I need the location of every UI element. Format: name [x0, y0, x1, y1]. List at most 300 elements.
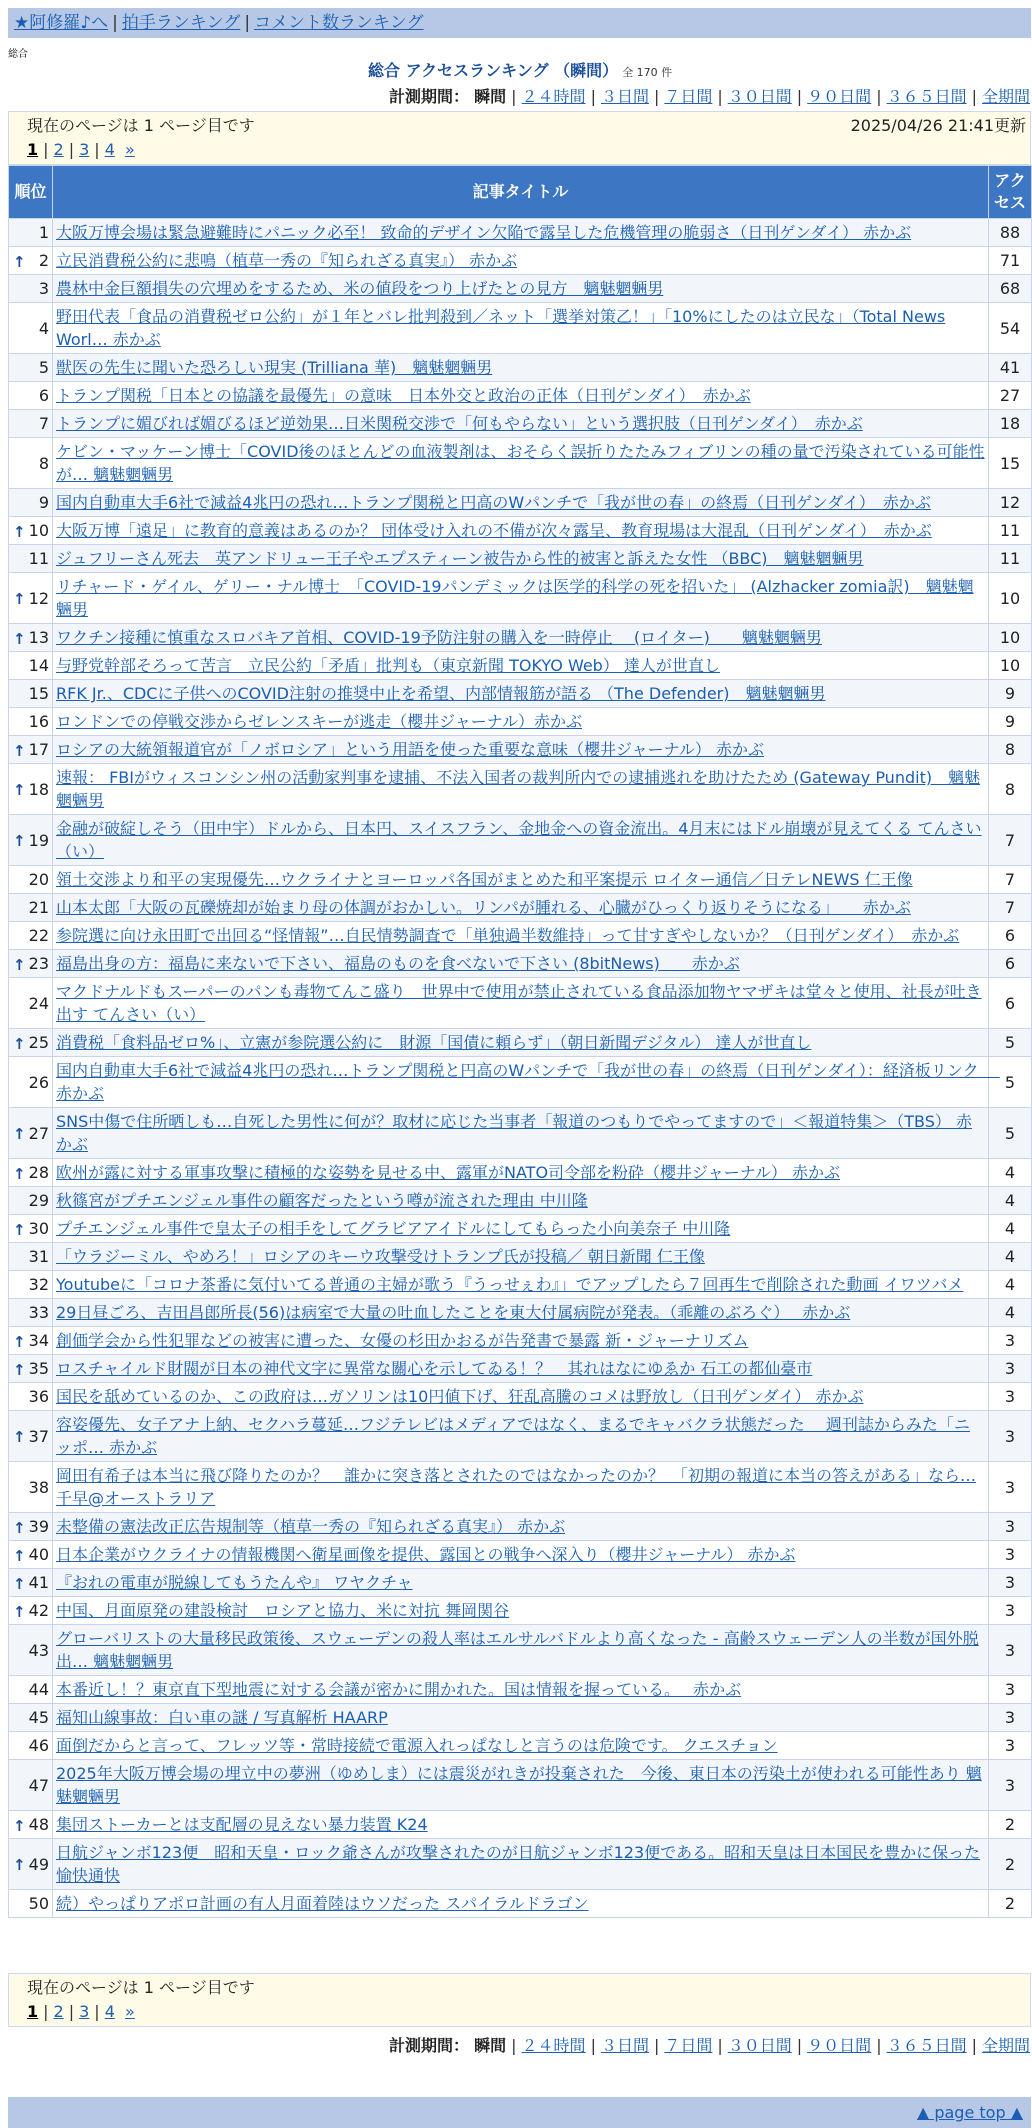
period-365d[interactable]: ３６５日間: [886, 87, 967, 106]
table-row: [9, 708, 1032, 736]
table-row: [9, 1299, 1032, 1327]
home-link[interactable]: ★阿修羅♪へ: [14, 13, 109, 33]
access-count: 3: [989, 1462, 1032, 1513]
article-title-link[interactable]: 29日昼ごろ、吉田昌郎所長(56)は病室で大量の吐血したことを東大付属病院が発表。（乖離のぶろぐ） 赤かぶ: [56, 1303, 851, 1322]
period-24h[interactable]: ２４時間: [521, 87, 586, 106]
rank-number: 35: [28, 1359, 49, 1378]
access-count: 3: [989, 1411, 1032, 1462]
period-90d[interactable]: ９０日間: [807, 87, 872, 106]
page-top-link[interactable]: ▲ page top ▲: [916, 2103, 1023, 2122]
title-cell: [53, 1732, 989, 1760]
title-cell: [53, 1243, 989, 1271]
title-cell: [53, 1541, 989, 1569]
period-30d[interactable]: ３０日間: [727, 87, 792, 106]
rank-cell: [9, 1625, 53, 1676]
ranking-rows: [9, 219, 1032, 1918]
rank-number: 10: [28, 521, 49, 540]
period-7d[interactable]: ７日間: [664, 2036, 713, 2055]
footer-bar: [8, 2097, 1031, 2128]
access-count: 4: [989, 1159, 1032, 1187]
rank-cell: [9, 815, 53, 866]
table-row: [9, 303, 1032, 354]
article-title-link[interactable]: ケビン・マッケーン博士「COVID後のほとんどの血液製剤は、おそらく誤折りたたみフィブリンの種の量で汚染されている可能性が… 魑魅魍魎男: [56, 442, 985, 484]
rank-cell: [9, 1327, 53, 1355]
rank-cell: [9, 1704, 53, 1732]
rank-number: 39: [28, 1517, 49, 1536]
article-title-link[interactable]: 参院選に向け永田町で出回る“怪情報”…自民情勢調査で「単独過半数維持」って甘すぎやしないか？（日刊ゲンダイ） 赤かぶ: [56, 926, 960, 945]
period-30d[interactable]: ３０日間: [727, 2036, 792, 2055]
page-next-link[interactable]: »: [125, 140, 135, 159]
article-title-link[interactable]: ジュフリーさん死去 英アンドリュー王子やエプスティーン被告から性的被害と訴えた女性 （BBC) 魑魅魍魎男: [56, 549, 864, 568]
rank-number: 29: [28, 1191, 49, 1210]
rank-number: 34: [28, 1331, 49, 1350]
rank-cell: [9, 736, 53, 764]
table-row: [9, 1159, 1032, 1187]
rank-number: 38: [28, 1477, 49, 1497]
rank-cell: [9, 1187, 53, 1215]
article-title-link[interactable]: 未整備の憲法改正広告規制等（植草一秀の『知られざる真実』） 赤かぶ: [56, 1517, 566, 1536]
rank-cell: [9, 354, 53, 382]
article-title-link[interactable]: 農林中金巨額損失の穴埋めをするため、米の値段をつり上げたとの見方 魑魅魍魎男: [56, 279, 664, 298]
page-link[interactable]: 3: [79, 140, 90, 159]
access-count: 6: [989, 922, 1032, 950]
table-row: [9, 1187, 1032, 1215]
rank-up-arrow-icon: ↑: [13, 1518, 26, 1537]
rank-number: 3: [38, 279, 49, 298]
table-row: [9, 950, 1032, 978]
ranking-heading: [368, 60, 1024, 84]
access-count: 71: [989, 247, 1032, 275]
category-label: 総合: [8, 49, 28, 60]
access-count: 15: [989, 438, 1032, 489]
article-title-link[interactable]: 領土交渉より和平の実現優先…ウクライナとヨーロッパ各国がまとめた和平案提示 ロイター通信／日テレNEWS 仁王像: [56, 870, 913, 889]
article-title-link[interactable]: 国内自動車大手6社で減益4兆円の恐れ…トランプ関税と円高のWパンチで「我が世の春」の終焉（日刊ゲンダイ）：経済板リンク 赤かぶ: [56, 1061, 1000, 1103]
title-cell: [53, 1839, 989, 1890]
access-count: 7: [989, 815, 1032, 866]
access-count: 3: [989, 1541, 1032, 1569]
access-column-header: アクセス: [989, 166, 1032, 219]
table-row: [9, 489, 1032, 517]
article-title-link[interactable]: ワクチン接種に慎重なスロバキア首相、COVID-19予防注射の購入を一時停止 (ロイター) 魑魅魍魎男: [56, 628, 822, 647]
access-count: 10: [989, 573, 1032, 624]
rank-up-arrow-icon: ↑: [13, 781, 26, 799]
table-row: [9, 1411, 1032, 1462]
rank-cell: [9, 708, 53, 736]
rank-up-arrow-icon: ↑: [13, 741, 26, 760]
access-count: 54: [989, 303, 1032, 354]
article-title-link[interactable]: 速報： FBIがウィスコンシン州の活動家判事を逮捕、不法入国者の裁判所内での逮捕逃れを助けたため (Gateway Pundit) 魑魅魍魎男: [56, 768, 981, 810]
period-365d[interactable]: ３６５日間: [886, 2036, 967, 2055]
rank-cell: [9, 1890, 53, 1918]
title-cell: [53, 573, 989, 624]
table-row: [9, 1597, 1032, 1625]
title-cell: [53, 1108, 989, 1159]
rank-number: 19: [28, 830, 49, 850]
rank-cell: [9, 382, 53, 410]
table-row: [9, 1215, 1032, 1243]
access-count: 11: [989, 517, 1032, 545]
nav-separator: |: [112, 13, 118, 33]
title-cell: [53, 303, 989, 354]
access-count: 7: [989, 894, 1032, 922]
page-numbers: 1 | 2 | 3 | 4 »: [27, 2002, 135, 2021]
article-title-link[interactable]: トランプに媚びれば媚びるほど逆効果…日米関税交渉で「何もやらない」という選択肢（日刊ゲンダイ） 赤かぶ: [56, 414, 863, 433]
access-count: 6: [989, 978, 1032, 1029]
article-title-link[interactable]: 岡田有希子は本当に飛び降りたのか？ 誰かに突き落とされたのではなかったのか？ 「初期の報道に本当の答えがある」なら… 千早@オーストラリア: [56, 1466, 977, 1508]
access-count: 10: [989, 652, 1032, 680]
rank-cell: [9, 1355, 53, 1383]
rank-cell: [9, 247, 53, 275]
article-title-link[interactable]: ロンドンでの停戦交渉からゼレンスキーが逃走（櫻井ジャーナル）赤かぶ: [56, 712, 583, 731]
article-title-link[interactable]: 山本太郎「大阪の瓦礫焼却が始まり母の体調がおかしい。リンパが腫れる、心臓がひっくり返りそうになる」 赤かぶ: [56, 898, 911, 917]
article-title-link[interactable]: 日本企業がウクライナの情報機関へ衛星画像を提供、露国との戦争へ深入り（櫻井ジャーナル） 赤かぶ: [56, 1545, 796, 1564]
article-title-link[interactable]: 2025年大阪万博会場の埋立中の夢洲（ゆめしま）には震災がれきが投棄された 今後、東日本の汚染土が使われる可能性あり 魑魅魍魎男: [56, 1764, 982, 1806]
title-cell: [53, 489, 989, 517]
access-count: 3: [989, 1383, 1032, 1411]
rank-number: 16: [28, 712, 49, 731]
article-title-link[interactable]: Youtubeに「コロナ茶番に気付いてる普通の主婦が歌う『うっせぇわ』」でアップしたら７回再生で削除された動画 イワツバメ: [56, 1275, 964, 1294]
article-title-link[interactable]: 獣医の先生に聞いた恐ろしい現実 (Trilliana 華) 魑魅魍魎男: [56, 358, 493, 377]
table-row: [9, 1811, 1032, 1839]
table-row: [9, 1704, 1032, 1732]
updated-time: 2025/04/26 21:41更新: [850, 116, 1026, 135]
title-cell: [53, 1271, 989, 1299]
rank-number: 17: [28, 740, 49, 759]
rank-number: 42: [28, 1601, 49, 1620]
title-cell: [53, 1704, 989, 1732]
period-3d[interactable]: ３日間: [600, 2036, 649, 2055]
rank-up-arrow-icon: ↑: [13, 1332, 26, 1351]
rank-cell: [9, 1215, 53, 1243]
period-90d[interactable]: ９０日間: [807, 2036, 872, 2055]
article-title-link[interactable]: 本番近し！？東京直下型地震に対する会議が密かに開かれた。国は情報を握っている。 赤かぶ: [56, 1680, 742, 1699]
article-title-link[interactable]: グローバリストの大量移民政策後、スウェーデンの殺人率はエルサルバドルより高くなった - 高齢スウェーデン人の半数が国外脱出… 魑魅魍魎男: [56, 1629, 979, 1671]
rank-cell: [9, 410, 53, 438]
current-page-text: 現在のページは 1 ページ目です: [27, 1978, 255, 1997]
table-row: [9, 894, 1032, 922]
rank-cell: [9, 573, 53, 624]
table-row: [9, 573, 1032, 624]
period-current: 瞬間: [474, 2036, 507, 2055]
access-count: 3: [989, 1355, 1032, 1383]
rank-cell: [9, 1462, 53, 1513]
rank-number: 26: [28, 1072, 49, 1092]
rank-number: 11: [28, 549, 49, 568]
table-row: [9, 247, 1032, 275]
title-cell: [53, 247, 989, 275]
article-title-link[interactable]: SNS中傷で住所晒しも…自死した男性に何が？取材に応じた当事者「報道のつもりでやってますので」＜報道特集＞（TBS） 赤かぶ: [56, 1112, 972, 1154]
rank-up-arrow-icon: ↑: [13, 590, 26, 608]
page-link[interactable]: 4: [104, 2002, 115, 2021]
access-count: 4: [989, 1187, 1032, 1215]
table-row: [9, 517, 1032, 545]
rank-up-arrow-icon: ↑: [13, 1546, 26, 1565]
rank-number: 32: [28, 1275, 49, 1294]
access-count: 3: [989, 1597, 1032, 1625]
rank-cell: [9, 517, 53, 545]
title-cell: [53, 1811, 989, 1839]
period-selector-top: 計測期間： 瞬間 | ２４時間 | ３日間 | ７日間 | ３０日間 | ９０日間 | ３６５日間 | 全期間: [389, 87, 1030, 106]
rank-cell: [9, 438, 53, 489]
period-all[interactable]: 全期間: [981, 87, 1030, 106]
table-row: [9, 1271, 1032, 1299]
table-row: [9, 438, 1032, 489]
rank-number: 48: [28, 1815, 49, 1834]
article-title-link[interactable]: ロシアの大統領報道官が「ノボロシア」という用語を使った重要な意味（櫻井ジャーナル） 赤かぶ: [56, 740, 764, 759]
page-current: 1: [27, 2002, 39, 2021]
article-title-link[interactable]: 欧州が露に対する軍事攻撃に積極的な姿勢を見せる中、露軍がNATO司令部を粉砕（櫻井ジャーナル） 赤かぶ: [56, 1163, 841, 1182]
rank-number: 15: [28, 684, 49, 703]
table-row: [9, 1383, 1032, 1411]
article-title-link[interactable]: 大阪万博会場は緊急避難時にパニック必至！ 致命的デザイン欠陥で露呈した危機管理の脆弱さ（日刊ゲンダイ） 赤かぶ: [56, 223, 912, 242]
rank-cell: [9, 978, 53, 1029]
rank-number: 8: [38, 453, 49, 473]
rank-number: 36: [28, 1387, 49, 1406]
rank-number: 49: [28, 1854, 49, 1874]
page-link[interactable]: 2: [53, 2002, 64, 2021]
table-row: [9, 1625, 1032, 1676]
title-cell: [53, 275, 989, 303]
title-cell: [53, 978, 989, 1029]
rank-number: 14: [28, 656, 49, 675]
access-count: 5: [989, 1057, 1032, 1108]
table-row: [9, 978, 1032, 1029]
rank-number: 23: [28, 954, 49, 973]
period-24h[interactable]: ２４時間: [521, 2036, 586, 2055]
table-row: [9, 1108, 1032, 1159]
rank-up-arrow-icon: ↑: [13, 522, 26, 541]
table-row: [9, 624, 1032, 652]
rank-up-arrow-icon: ↑: [13, 1574, 26, 1593]
title-cell: [53, 1355, 989, 1383]
article-title-link[interactable]: ロスチャイルド財閥が日本の神代文字に異常な關心を示してゐる！？ 其れはなにゆゑか 石工の都仙臺市: [56, 1359, 813, 1378]
rank-cell: [9, 922, 53, 950]
article-title-link[interactable]: 中国、月面原発の建設検討 ロシアと協力、米に対抗 舞岡関谷: [56, 1601, 510, 1620]
article-title-link[interactable]: 福島出身の方：福島に来ないで下さい、福島のものを食べないで下さい (8bitNews) 赤かぶ: [56, 954, 740, 973]
access-count: 11: [989, 545, 1032, 573]
title-cell: [53, 1411, 989, 1462]
rank-cell: [9, 894, 53, 922]
access-count: 9: [989, 680, 1032, 708]
access-count: 3: [989, 1676, 1032, 1704]
access-count: 3: [989, 1569, 1032, 1597]
title-cell: [53, 1383, 989, 1411]
rank-cell: [9, 1159, 53, 1187]
article-title-link[interactable]: 国民を舐めているのか、この政府は…ガソリンは10円値下げ、狂乱高騰のコメは野放し（日刊ゲンダイ） 赤かぶ: [56, 1387, 864, 1406]
rank-number: 24: [28, 993, 49, 1013]
table-row: [9, 219, 1032, 247]
table-row: [9, 1541, 1032, 1569]
rank-cell: [9, 1299, 53, 1327]
article-title-link[interactable]: 消費税「食料品ゼロ%」、立憲が参院選公約に 財源「国債に頼らず」（朝日新聞デジタル） 達人が世直し: [56, 1033, 812, 1052]
rank-number: 50: [28, 1894, 49, 1913]
access-count: 2: [989, 1839, 1032, 1890]
rank-number: 47: [28, 1775, 49, 1795]
article-title-link[interactable]: 与野党幹部そろって苦言 立民公約「矛盾」批判も（東京新聞 TOKYO Web） 達人が世直し: [56, 656, 720, 675]
page-link[interactable]: 4: [104, 140, 115, 159]
rank-up-arrow-icon: ↑: [13, 955, 26, 974]
rank-cell: [9, 1411, 53, 1462]
rank-up-arrow-icon: ↑: [13, 1602, 26, 1621]
rank-cell: [9, 1676, 53, 1704]
table-row: [9, 1243, 1032, 1271]
rank-up-arrow-icon: ↑: [13, 252, 26, 271]
table-row: [9, 354, 1032, 382]
page-link[interactable]: 2: [53, 140, 64, 159]
title-cell: [53, 1327, 989, 1355]
rank-cell: [9, 1057, 53, 1108]
rank-up-arrow-icon: ↑: [13, 1034, 26, 1053]
article-title-link[interactable]: 日航ジャンボ123便 昭和天皇・ロック爺さんが攻撃されたのが日航ジャンボ123便である。昭和天皇は日本国民を豊かに保った愉快通快: [56, 1843, 981, 1885]
rank-cell: [9, 303, 53, 354]
access-count: 6: [989, 950, 1032, 978]
pagination-bottom: [8, 1973, 1031, 2027]
table-row: [9, 1569, 1032, 1597]
article-title-link[interactable]: 野田代表「食品の消費税ゼロ公約」が１年とバレ批判殺到／ネット「選挙対策乙！」「10%にしたのは立民な」（Total News Worl… 赤かぶ: [56, 307, 946, 349]
title-cell: [53, 545, 989, 573]
rank-number: 40: [28, 1545, 49, 1564]
table-row: [9, 382, 1032, 410]
clap-ranking-link[interactable]: 拍手ランキング: [121, 13, 241, 33]
table-row: [9, 1327, 1032, 1355]
top-nav-bar: [8, 8, 1031, 38]
rank-cell: [9, 764, 53, 815]
rank-up-arrow-icon: ↑: [13, 832, 26, 850]
table-row: [9, 1513, 1032, 1541]
table-row: [9, 815, 1032, 866]
period-3d[interactable]: ３日間: [600, 87, 649, 106]
rank-number: 6: [38, 386, 49, 405]
article-title-link[interactable]: 大阪万博「遠足」に教育的意義はあるのか？ 団体受け入れの不備が次々露呈、教育現場は大混乱（日刊ゲンダイ） 赤かぶ: [56, 521, 932, 540]
access-count: 12: [989, 489, 1032, 517]
article-title-link[interactable]: 集団ストーカーとは支配層の見えない暴力装置 K24: [56, 1815, 428, 1834]
rank-cell: [9, 624, 53, 652]
rank-up-arrow-icon: ↑: [13, 1816, 26, 1835]
article-title-link[interactable]: リチャード・ゲイル、ゲリー・ナル博士 「COVID-19パンデミックは医学的科学の死を招いた」 (Alzhacker zomia訳) 魑魅魍魎男: [56, 577, 974, 619]
rank-cell: [9, 1732, 53, 1760]
period-7d[interactable]: ７日間: [664, 87, 713, 106]
rank-cell: [9, 1513, 53, 1541]
table-row: [9, 866, 1032, 894]
article-title-link[interactable]: プチエンジェル事件で皇太子の相手をしてグラビアアイドルにしてもらった小向美奈子 中川隆: [56, 1219, 731, 1238]
rank-cell: [9, 950, 53, 978]
title-cell: [53, 680, 989, 708]
rank-cell: [9, 1811, 53, 1839]
rank-cell: [9, 1760, 53, 1811]
table-row: [9, 1057, 1032, 1108]
rank-number: 2: [38, 251, 49, 270]
current-page-text: 現在のページは 1 ページ目です: [27, 116, 255, 135]
rank-number: 44: [28, 1680, 49, 1699]
article-title-link[interactable]: 容姿優先、女子アナ上納、セクハラ蔓延…フジテレビはメディアではなく、まるでキャバクラ状態だった 週刊誌からみた「ニッポ… 赤かぶ: [56, 1415, 970, 1457]
period-selector-bottom: 計測期間： 瞬間 | ２４時間 | ３日間 | ７日間 | ３０日間 | ９０日間 | ３６５日間 | 全期間: [389, 2036, 1030, 2055]
rank-cell: [9, 1541, 53, 1569]
rank-cell: [9, 680, 53, 708]
rank-number: 12: [28, 588, 49, 608]
title-cell: [53, 652, 989, 680]
table-row: [9, 1462, 1032, 1513]
article-title-link[interactable]: 秋篠宮がプチエンジェル事件の顧客だったという噂が流された理由 中川隆: [56, 1191, 588, 1210]
rank-up-arrow-icon: ↑: [13, 1360, 26, 1379]
article-title-link[interactable]: トランプ関税「日本との協議を最優先」の意味 日本外交と政治の正体（日刊ゲンダイ） 赤かぶ: [56, 386, 751, 405]
period-all[interactable]: 全期間: [981, 2036, 1030, 2055]
article-title-link[interactable]: 『おれの電車が脱線してもうたんや』 ワヤクチャ: [56, 1573, 413, 1592]
page-link[interactable]: 3: [79, 2002, 90, 2021]
rank-number: 27: [28, 1123, 49, 1143]
title-cell: [53, 866, 989, 894]
article-title-link[interactable]: 「ウラジーミル、やめろ！」ロシアのキーウ攻撃受けトランプ氏が投稿／ 朝日新聞 仁王像: [56, 1247, 705, 1266]
access-count: 3: [989, 1327, 1032, 1355]
table-row: [9, 922, 1032, 950]
page-title-text: 総合 アクセスランキング （瞬間）: [368, 61, 619, 80]
rank-number: 4: [38, 318, 49, 338]
article-title-link[interactable]: 面倒だからと言って、フレッツ等・常時接続で電源入れっぱなしと言うのは危険です。 クエスチョン: [56, 1736, 778, 1755]
rank-cell: [9, 545, 53, 573]
title-cell: [53, 736, 989, 764]
article-title-link[interactable]: RFK Jr.、CDCに子供へのCOVID注射の推奨中止を希望、内部情報筋が語る （The Defender) 魑魅魍魎男: [56, 684, 826, 703]
title-cell: [53, 1890, 989, 1918]
access-count: 41: [989, 354, 1032, 382]
title-cell: [53, 438, 989, 489]
title-cell: [53, 1159, 989, 1187]
rank-number: 43: [28, 1640, 49, 1660]
article-title-link[interactable]: 金融が破綻しそう（田中宇）ドルから、日本円、スイスフラン、金地金への資金流出。4月末にはドル崩壊が見えてくる てんさい（い）: [56, 819, 982, 861]
table-row: [9, 1355, 1032, 1383]
article-title-link[interactable]: 福知山線事故：白い車の謎 / 写真解析 HAARP: [56, 1708, 388, 1727]
title-cell: [53, 815, 989, 866]
title-cell: [53, 1569, 989, 1597]
rank-cell: [9, 1271, 53, 1299]
title-cell: [53, 1760, 989, 1811]
rank-up-arrow-icon: ↑: [13, 1856, 26, 1874]
rank-number: 13: [28, 628, 49, 647]
rank-number: 30: [28, 1219, 49, 1238]
rank-cell: [9, 1108, 53, 1159]
table-row: [9, 275, 1032, 303]
rank-number: 33: [28, 1303, 49, 1322]
title-cell: [53, 1215, 989, 1243]
rank-number: 20: [28, 870, 49, 889]
title-cell: [53, 1029, 989, 1057]
title-cell: [53, 1597, 989, 1625]
table-row: [9, 1029, 1032, 1057]
title-cell: [53, 1625, 989, 1676]
access-count: 10: [989, 624, 1032, 652]
rank-number: 18: [28, 779, 49, 799]
page-next-link[interactable]: »: [125, 2002, 135, 2021]
table-row: [9, 680, 1032, 708]
rank-number: 22: [28, 926, 49, 945]
title-cell: [53, 1057, 1000, 1108]
title-cell: [53, 708, 989, 736]
article-title-link[interactable]: マクドナルドもスーパーのパンも毒物てんこ盛り 世界中で使用が禁止されている食品添加物ヤマザキは堂々と使用、社長が吐き出す てんさい（い）: [56, 982, 982, 1024]
article-title-link[interactable]: 創価学会から性犯罪などの被害に遭った、女優の杉田かおるが告発書で暴露 新・ジャーナリズム: [56, 1331, 749, 1350]
rank-number: 21: [28, 898, 49, 917]
title-cell: [53, 219, 989, 247]
rank-cell: [9, 1839, 53, 1890]
comment-ranking-link[interactable]: コメント数ランキング: [254, 13, 424, 33]
table-row: [9, 764, 1032, 815]
rank-cell: [9, 1383, 53, 1411]
article-title-link[interactable]: 続）やっぱりアポロ計画の有人月面着陸はウソだった スパイラルドラゴン: [56, 1894, 589, 1913]
title-cell: [53, 950, 989, 978]
article-title-link[interactable]: 立民消費税公約に悲鳴（植草一秀の『知られざる真実』） 赤かぶ: [56, 251, 518, 270]
rank-number: 46: [28, 1736, 49, 1755]
title-cell: [53, 764, 989, 815]
article-title-link[interactable]: 国内自動車大手6社で減益4兆円の恐れ…トランプ関税と円高のWパンチで「我が世の春」の終焉（日刊ゲンダイ） 赤かぶ: [56, 493, 931, 512]
rank-cell: [9, 1243, 53, 1271]
table-row: [9, 1890, 1032, 1918]
